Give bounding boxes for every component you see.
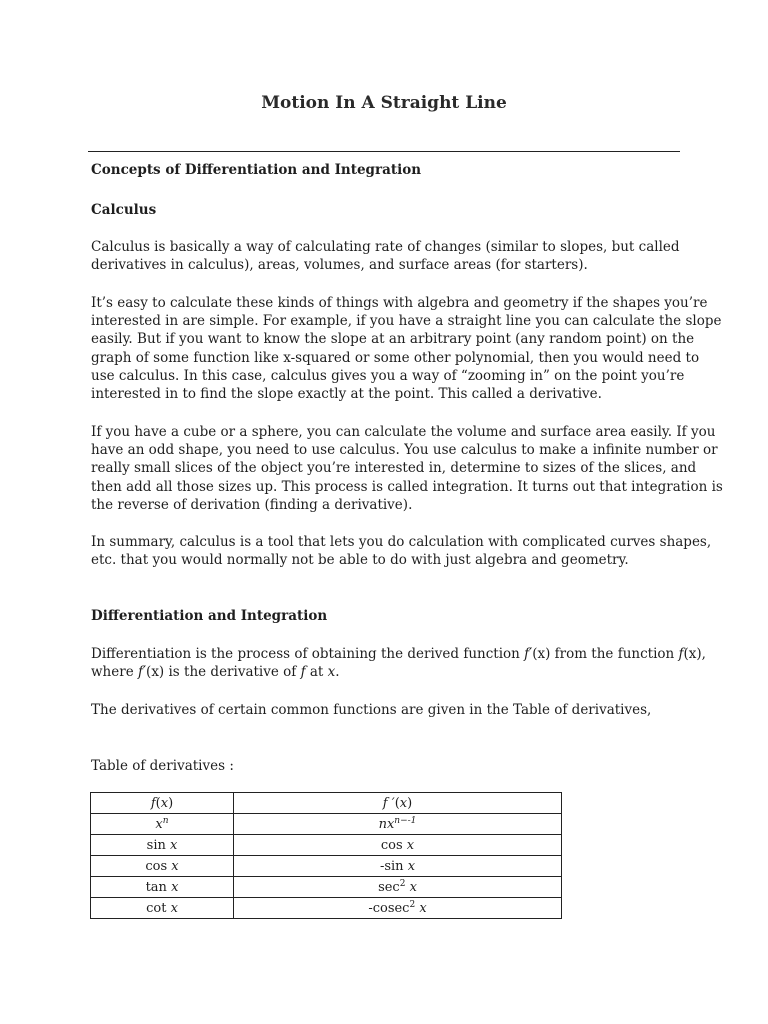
text-segment: (x) is the derivative of (146, 664, 301, 681)
text-line (91, 663, 679, 681)
text-segment: 2 (409, 899, 416, 910)
derivative-cell (234, 898, 562, 919)
text-segment: ( (155, 795, 161, 811)
calculus-heading: Calculus (91, 202, 157, 218)
text-segment: x (171, 879, 179, 895)
text-segment: (x), (683, 646, 706, 662)
text-segment: f (678, 646, 684, 662)
text-segment: ) (407, 795, 413, 811)
paragraph-differentiation (91, 645, 706, 681)
function-cell (91, 877, 234, 898)
text-line (91, 645, 706, 663)
text-segment: cos (380, 837, 407, 853)
function-cell (91, 814, 234, 835)
text-line: derivatives in calculus), areas, volumes, and surface areas (for starters). (91, 257, 588, 274)
text-segment: Differentiation is the process of obtaining the derived function (91, 646, 525, 662)
text-line: interested in are simple. For example, if you have a straight line you can calculate the slope (91, 313, 722, 330)
text-segment: . (335, 664, 340, 681)
text-segment: cot (146, 900, 171, 916)
table-row (91, 856, 562, 877)
differentiation-heading: Differentiation and Integration (91, 608, 328, 624)
paragraph-slope (91, 294, 722, 403)
page-title: Motion In A Straight Line (261, 93, 507, 113)
text-segment: f (150, 795, 156, 811)
derivative-cell (234, 835, 562, 856)
table-row (91, 835, 562, 856)
text-segment: x (419, 900, 427, 916)
text-segment: sin (146, 837, 170, 853)
header-derivative (234, 793, 562, 814)
concepts-heading: Concepts of Differentiation and Integration (91, 162, 422, 178)
text-segment: (x) from the function (532, 646, 679, 662)
text-line: the reverse of derivation (finding a derivative). (91, 496, 413, 513)
text-segment: x (160, 795, 169, 811)
text-line: In summary, calculus is a tool that lets you do calculation with complicated curves shapes, (91, 534, 712, 550)
function-cell (91, 898, 234, 919)
text-line: interested in to find the slope exactly at the point. This called a derivative. (91, 386, 602, 403)
derivative-cell (234, 856, 562, 877)
text-line: easily. But if you want to know the slope at an arbitrary point (any random point) on the (91, 331, 695, 348)
text-segment: x (170, 837, 178, 853)
text-segment: ) (168, 795, 174, 811)
function-cell (91, 856, 234, 877)
text-segment: n−-1 (394, 815, 417, 826)
text-segment: x (399, 795, 408, 811)
text-segment: f ′ (382, 795, 395, 811)
derivative-cell (234, 877, 562, 898)
text-line: It’s easy to calculate these kinds of things with algebra and geometry if the shapes you’re (91, 295, 708, 311)
text-segment: cos (145, 858, 172, 874)
text-segment: tan (145, 879, 172, 895)
text-segment: x (170, 900, 178, 916)
paragraph-summary (91, 533, 712, 569)
text-segment: 2 (399, 878, 406, 889)
text-segment: -cosec (368, 900, 410, 916)
text-segment: ( (394, 795, 400, 811)
table-header-row (91, 793, 562, 814)
text-line: have an odd shape, you need to use calculus. You use calculus to make a infinite number or (91, 442, 718, 459)
text-segment: x (327, 664, 336, 681)
derivatives-table (90, 792, 562, 919)
text-line: graph of some function like x-squared or some other polynomial, then you would need to (91, 349, 700, 366)
text-line: Calculus is basically a way of calculating rate of changes (similar to slopes, but called (91, 239, 680, 255)
text-segment: x (409, 879, 417, 895)
text-segment: f (300, 664, 306, 681)
table-row (91, 877, 562, 898)
table-row (91, 814, 562, 835)
text-segment: x (407, 858, 416, 874)
function-cell (91, 835, 234, 856)
text-segment: where (91, 664, 138, 681)
paragraph-volume (91, 423, 723, 514)
text-segment: n (162, 815, 169, 826)
text-line: then add all those sizes up. This process is called integration. It turns out that integration is (91, 478, 723, 495)
text-segment: x (406, 837, 415, 853)
table-row (91, 898, 562, 919)
text-segment: x (155, 816, 163, 832)
text-segment: f′ (137, 664, 147, 681)
paragraph-calculus-intro (91, 238, 679, 274)
header-function (91, 793, 234, 814)
text-segment: nx (378, 816, 395, 832)
derivative-cell (234, 814, 562, 835)
table-caption: Table of derivatives : (91, 758, 234, 774)
text-segment: x (171, 858, 179, 874)
text-segment: sec (378, 879, 400, 895)
text-line: etc. that you would normally not be able to do with just algebra and geometry. (91, 552, 629, 569)
text-line: use calculus. In this case, calculus gives you a way of “zooming in” on the point you’re (91, 367, 685, 384)
text-line: If you have a cube or a sphere, you can calculate the volume and surface area easily. If you (91, 424, 716, 440)
text-segment: -sin (379, 858, 408, 874)
text-segment: f′ (524, 646, 533, 662)
title-divider (88, 151, 680, 152)
text-segment: at (305, 664, 328, 681)
text-line: really small slices of the object you’re interested in, determine to sizes of the slices, and (91, 460, 697, 477)
paragraph-table-intro: The derivatives of certain common functions are given in the Table of derivatives, (91, 702, 652, 718)
table-body (91, 814, 562, 919)
